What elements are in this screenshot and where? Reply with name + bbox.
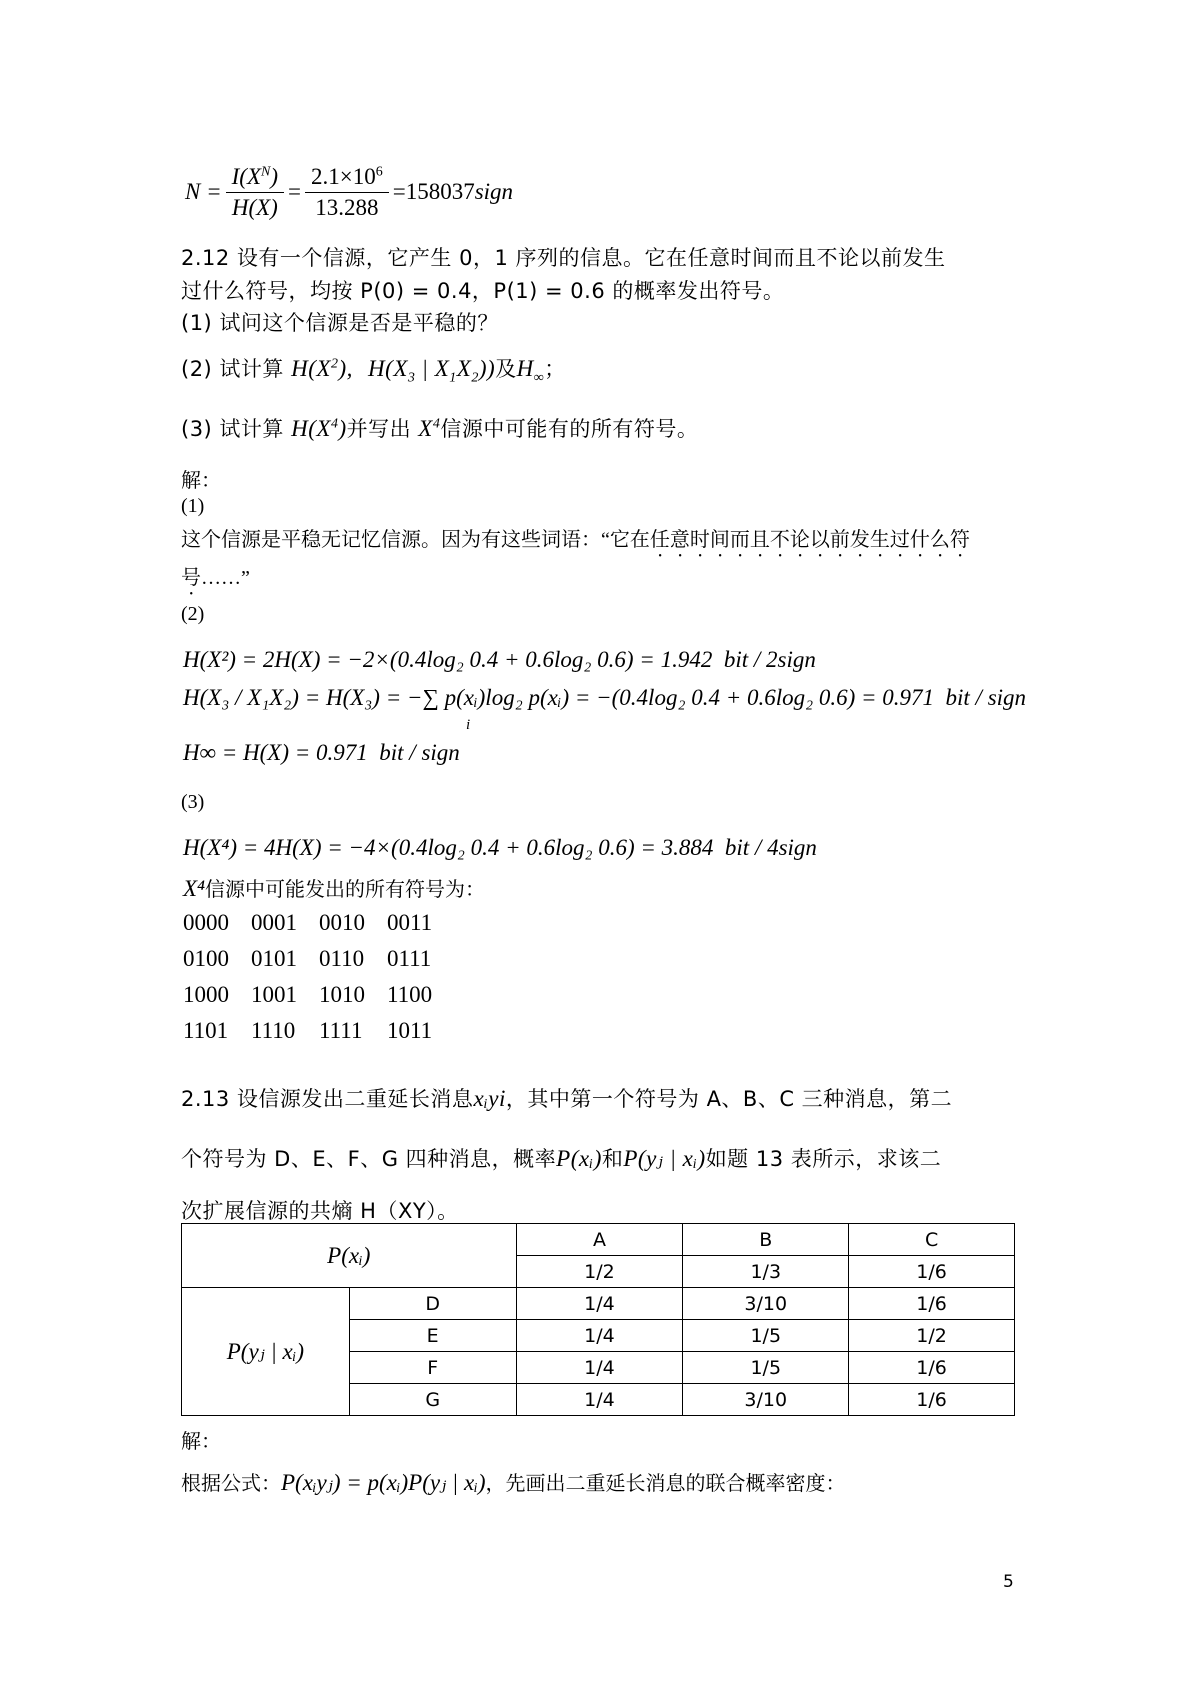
cell: 1/5 bbox=[683, 1352, 849, 1384]
solution-212-part2-label: (2) bbox=[181, 603, 205, 625]
table-row bbox=[182, 1288, 1015, 1320]
equation-2b-sum-index: i bbox=[466, 717, 471, 733]
solution-212-part1-text: 这个信源是平稳无记忆信源。因为有这些词语：“它在任意时间而且不论以前发生过什么符 bbox=[181, 529, 970, 551]
row-label-f: F bbox=[349, 1352, 516, 1384]
problem-212-line2: 过什么符号，均按 P(0) = 0.4，P(1) = 0.6 的概率发出符号。 bbox=[181, 279, 785, 303]
cell: 3/10 bbox=[683, 1384, 849, 1416]
px-label-cell: P(xᵢ) bbox=[182, 1224, 517, 1288]
equation-2c: H∞ = H(X) = 0.971 bit / sign bbox=[183, 740, 460, 765]
cell: 1/4 bbox=[516, 1384, 683, 1416]
column-header-b: B bbox=[683, 1224, 849, 1256]
px-value-a: 1/2 bbox=[516, 1256, 683, 1288]
symbols-row-2: 0100 0101 0110 0111 bbox=[183, 946, 432, 971]
cell: 1/6 bbox=[849, 1384, 1015, 1416]
solution-213-label: 解： bbox=[181, 1431, 221, 1453]
table-header-row bbox=[182, 1224, 1015, 1256]
symbols-row-4: 1101 1110 1111 1011 bbox=[183, 1018, 433, 1043]
cell: 1/4 bbox=[516, 1288, 683, 1320]
row-label-d: D bbox=[349, 1288, 516, 1320]
equation-n: N = $\frac{I(X^N)}{H(X)}$ = $\frac{2.1\times 10^6}{13.288}$ =158037 sign bbox=[185, 163, 514, 220]
symbols-row-3: 1000 1001 1010 1100 bbox=[183, 982, 433, 1007]
eq-n-lhs: N = bbox=[185, 179, 222, 204]
pyx-label-cell: P(yⱼ | xᵢ) bbox=[182, 1288, 350, 1416]
page-number: 5 bbox=[1003, 1572, 1014, 1592]
problem-213-line2: 个符号为 D、E、F、G 四种消息，概率P(xᵢ)和P(yⱼ | xᵢ)如题 13 表所示，求该二 bbox=[181, 1146, 942, 1171]
equation-2b: H(X₃ / X₁X₂) = H(X₃) = −∑ p(xᵢ)log₂ p(xᵢ) = −(0.4log₂ 0.4 + 0.6log₂ 0.6) = 0.971 bit / sign bbox=[183, 685, 1027, 710]
equation-2a: H(X²) = 2H(X) = −2×(0.4log₂ 0.4 + 0.6log₂ 0.6) = 1.942 bit / 2sign bbox=[183, 647, 816, 672]
symbols-row-1: 0000 0001 0010 0011 bbox=[183, 910, 433, 935]
px-value-c: 1/6 bbox=[849, 1256, 1015, 1288]
cell: 3/10 bbox=[683, 1288, 849, 1320]
px-value-b: 1/3 bbox=[683, 1256, 849, 1288]
cell: 1/5 bbox=[683, 1320, 849, 1352]
solution-212-label: 解： bbox=[181, 470, 221, 492]
row-label-e: E bbox=[349, 1320, 516, 1352]
solution-212-part3-label: (3) bbox=[181, 791, 205, 813]
solution-212-part1-label: (1) bbox=[181, 495, 205, 517]
symbols-intro: X⁴信源中可能发出的所有符号为： bbox=[183, 876, 486, 901]
column-header-c: C bbox=[849, 1224, 1015, 1256]
eq-n-fraction-2: $\frac{2.1\times 10^6}{13.288}$ bbox=[305, 164, 389, 221]
problem-213-line3: 次扩展信源的共熵 H（XY）。 bbox=[181, 1199, 459, 1223]
problem-212-q3: (3) 试计算 $H(X^4)$并写出 $X^4$信源中可能有的所有符号。 bbox=[181, 416, 699, 441]
problem-212-q1: (1) 试问这个信源是否是平稳的？ bbox=[181, 311, 499, 335]
cell: 1/6 bbox=[849, 1352, 1015, 1384]
eq-n-fraction-1: $\frac{I(X^N)}{H(X)}$ bbox=[226, 164, 284, 221]
cell: 1/4 bbox=[516, 1320, 683, 1352]
solution-213-formula-line: 根据公式：P(xᵢyⱼ) = p(xᵢ)P(yⱼ | xᵢ)，先画出二重延长消息的联合概率密度： bbox=[181, 1470, 846, 1495]
column-header-a: A bbox=[516, 1224, 683, 1256]
problem-213-line1: 2.13 设信源发出二重延长消息xᵢyi，其中第一个符号为 A、B、C 三种消息，第二 bbox=[181, 1086, 953, 1111]
solution-212-part1-text-cont: 号……” bbox=[181, 567, 250, 589]
cell: 1/4 bbox=[516, 1352, 683, 1384]
row-label-g: G bbox=[349, 1384, 516, 1416]
cell: 1/2 bbox=[849, 1320, 1015, 1352]
cell: 1/6 bbox=[849, 1288, 1015, 1320]
probability-table bbox=[181, 1223, 1015, 1416]
problem-212-q2: (2) 试计算 $H(X^2)$, $H(X_3$ | $X_1X_2$))及$H_\infty$； bbox=[181, 356, 566, 386]
equation-3: H(X⁴) = 4H(X) = −4×(0.4log₂ 0.4 + 0.6log₂ 0.6) = 3.884 bit / 4sign bbox=[183, 835, 817, 860]
problem-212-line1: 2.12 设有一个信源，它产生 0，1 序列的信息。它在任意时间而且不论以前发生 bbox=[181, 246, 946, 270]
